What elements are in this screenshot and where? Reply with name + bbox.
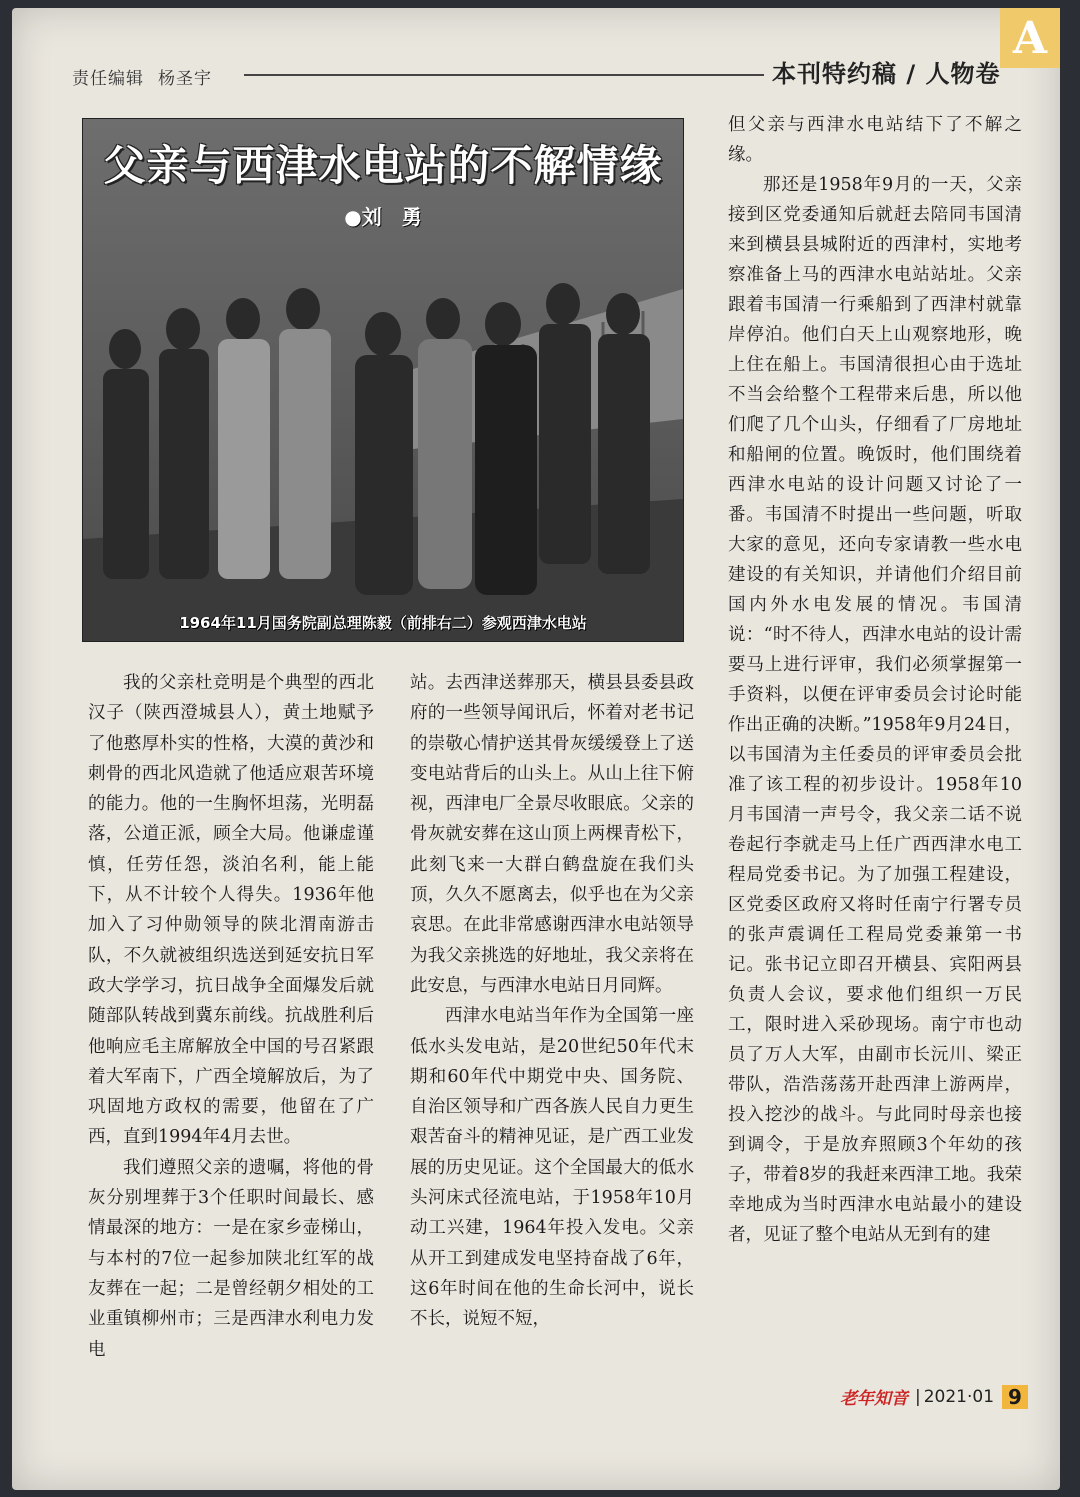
editor-name: 杨圣宇 <box>158 69 212 89</box>
header-rule <box>244 74 764 76</box>
article-column-2 <box>410 668 694 1335</box>
magazine-page <box>12 8 1060 1490</box>
page-number: 9 <box>1002 1385 1028 1409</box>
editor-credit <box>72 64 212 89</box>
photo-illustration <box>83 119 683 641</box>
page-footer <box>840 1384 1028 1409</box>
article-photo <box>82 118 684 642</box>
paragraph: 西津水电站当年作为全国第一座低水头发电站，是20世纪50年代末期和60年代中期党中央、国务院、自治区领导和广西各族人民自力更生艰苦奋斗的精神见证，是广西工业发展的历史见证。这个全国最大的低水头河床式径流电站，于1958年10月动工兴建，1964年投入发电。父亲从开工到建成发电坚持奋战了6年，这6年时间在他的生命长河中，说长不长，说短不短， <box>410 1006 694 1330</box>
article-author: ●刘 勇 <box>344 205 422 229</box>
editor-label: 责任编辑 <box>72 69 144 89</box>
paragraph: 我们遵照父亲的遗嘱，将他的骨灰分别埋葬于3个任职时间最长、感情最深的地方：一是在家乡壶梯山，与本村的7位一起参加陕北红军的战友葬在一起；二是曾经朝夕相处的工业重镇柳州市；三是西津水利电力发电 <box>88 1157 374 1360</box>
article-column-3 <box>728 110 1022 1250</box>
footer-divider: | <box>915 1386 921 1407</box>
paragraph: 那还是1958年9月的一天，父亲接到区党委通知后就赶去陪同韦国清来到横县县城附近的西津村，实地考察准备上马的西津水电站站址。父亲跟着韦国清一行乘船到了西津村就靠岸停泊。他们白天上山观察地形，晚上住在船上。韦国清很担心由于选址不当会给整个工程带来后患，所以他们爬了几个山头，仔细看了厂房地址和船闸的位置。晚饭时，他们围绕着西津水电站的设计问题又讨论了一番。韦国清不时提出一些问题，听取大家的意见，还向专家请教一些水电建设的有关知识，并请他们介绍目前国内外水电发展的情况。韦国清说：“时不待人，西津水电站的设计需要马上进行评审，我们必须掌握第一手资料，以便在评审委员会讨论时能作出正确的决断。”1958年9月24日，以韦国清为主任委员的评审委员会批准了该工程的初步设计。1958年10月韦国清一声号令，我父亲二话不说卷起行李就走马上任广西西津水电工程局党委书记。为了加强工程建设，区党委区政府又将时任南宁行署专员的张声震调任工程局党委兼第一书记。张书记立即召开横县、宾阳两县负责人会议，要求他们组织一万民工，限时进入采砂现场。南宁市也动员了万人大军，由副市长沅川、梁正带队，浩浩荡荡开赴西津上游两岸，投入挖沙的战斗。与此同时母亲也接到调令，于是放弃照顾3个年幼的孩子，带着8岁的我赶来西津工地。我荣幸地成为当时西津水电站最小的建设者，见证了整个电站从无到有的建 <box>728 175 1022 1245</box>
section-corner-tab: A <box>1000 8 1060 68</box>
article-title: 父亲与西津水电站的不解情缘 <box>103 141 663 190</box>
paragraph: 但父亲与西津水电站结下了不解之缘。 <box>728 115 1022 165</box>
paragraph: 站。去西津送葬那天，横县县委县政府的一些领导闻讯后，怀着对老书记的崇敬心情护送其骨灰缓缓登上了送变电站背后的山头上。从山上往下俯视，西津电厂全景尽收眼底。父亲的骨灰就安葬在这山顶上两棵青松下，此刻飞来一大群白鹤盘旋在我们头顶，久久不愿离去，似乎也在为父亲哀思。在此非常感谢西津水电站领导为我父亲挑选的好地址，我父亲将在此安息，与西津水电站日月同辉。 <box>410 673 694 996</box>
article-column-1 <box>88 668 374 1365</box>
photo-caption: 1964年11月国务院副总理陈毅（前排右二）参观西津水电站 <box>179 614 587 632</box>
magazine-name: 老年知音 <box>840 1389 908 1409</box>
issue-number: 2021·01 <box>923 1386 995 1407</box>
section-label: 本刊特约稿 / 人物卷 <box>772 60 1001 88</box>
paragraph: 我的父亲杜竞明是个典型的西北汉子（陕西澄城县人），黄土地赋予了他憨厚朴实的性格，大漠的黄沙和刺骨的西北风造就了他适应艰苦环境的能力。他的一生胸怀坦荡，光明磊落，公道正派，顾全大局。他谦虚谨慎，任劳任怨，淡泊名利，能上能下，从不计较个人得失。1936年他加入了习仲勋领导的陕北渭南游击队，不久就被组织选送到延安抗日军政大学学习，抗日战争全面爆发后就随部队转战到冀东前线。抗战胜利后他响应毛主席解放全中国的号召紧跟着大军南下，广西全境解放后，为了巩固地方政权的需要，他留在了广西，直到1994年4月去世。 <box>88 673 374 1148</box>
